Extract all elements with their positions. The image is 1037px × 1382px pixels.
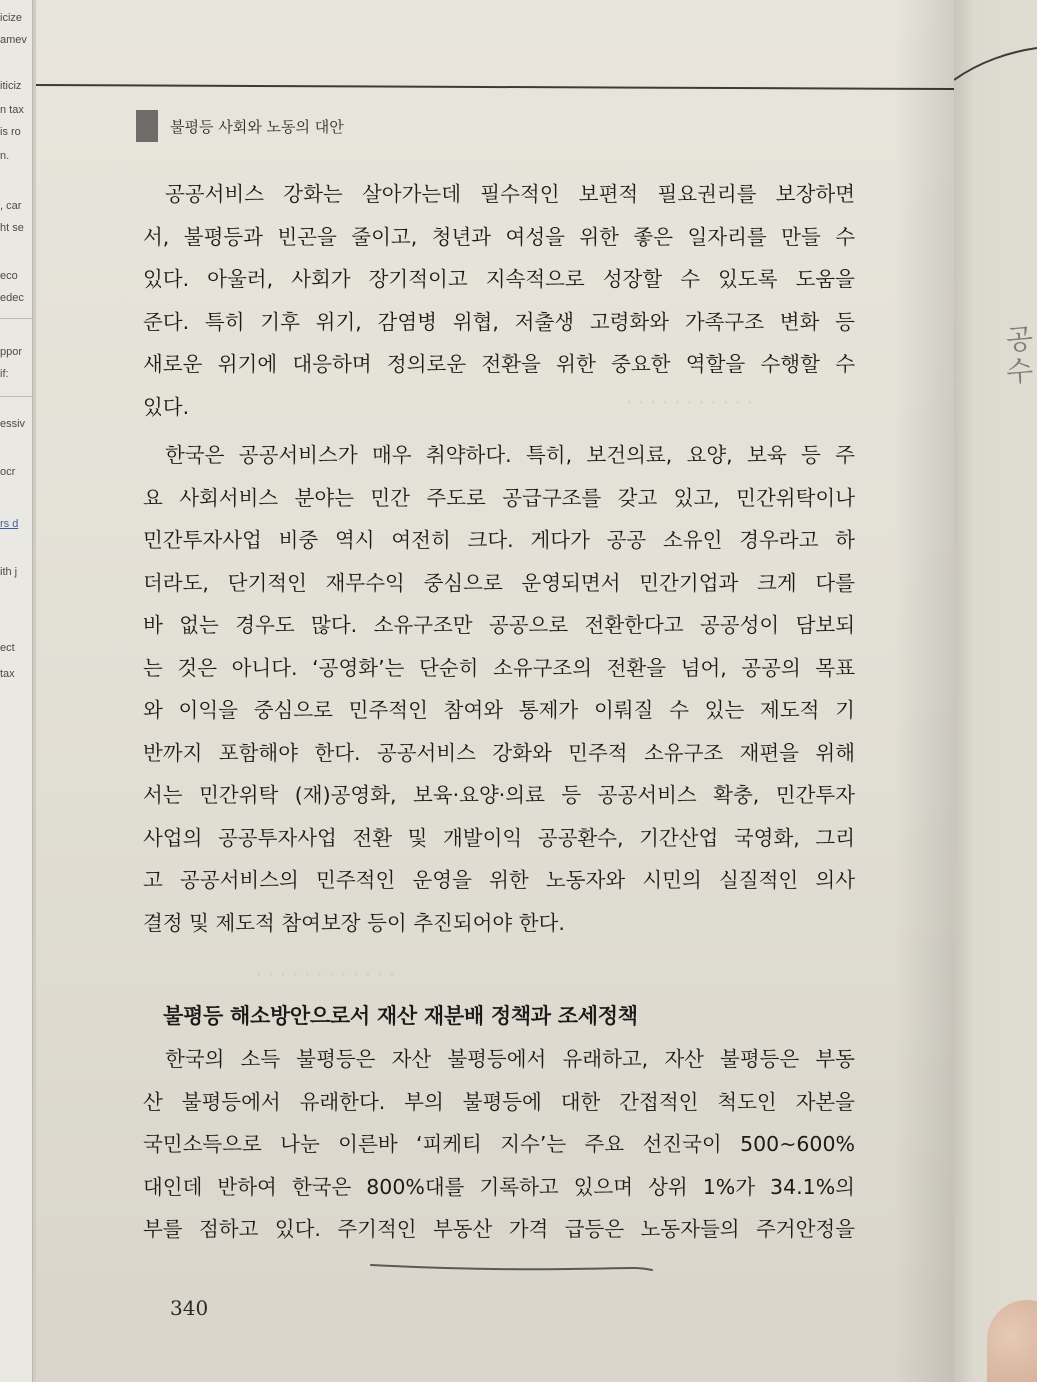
text-line: 요 사회서비스 분야는 민간 주도로 공급구조를 갖고 있고, 민간위탁이나: [143, 485, 855, 510]
adjacent-text-fragment: if:: [0, 368, 9, 380]
adjacent-text-fragment: tax: [0, 668, 15, 680]
adjacent-text-fragment: ect: [0, 642, 15, 654]
text-line: 한국의 소득 불평등은 자산 불평등에서 유래하고, 자산 불평등은 부동: [165, 1047, 855, 1071]
text-line: 산 불평등에서 유래한다. 부의 불평등에 대한 간접적인 척도인 자본을: [143, 1089, 855, 1114]
adjacent-text-fragment: ht se: [0, 222, 24, 234]
adjacent-divider: [0, 396, 32, 397]
bleed-through-mark: · · · · · · · · · · ·: [626, 392, 753, 414]
page-gutter-shadow: [894, 0, 954, 1382]
text-line: 새로운 위기에 대응하며 정의로운 전환을 위한 중요한 역할을 수행할 수: [143, 352, 855, 376]
paragraph-3: [143, 1038, 855, 1251]
pencil-underline: [369, 1262, 654, 1272]
adjacent-text-fragment: ppor: [0, 346, 23, 358]
facing-page: [954, 0, 1037, 1382]
text-line: 서는 민간위탁 (재)공영화, 보육·요양·의료 등 공공서비스 확충, 민간투자: [143, 783, 855, 807]
text-line: 국민소득으로 나눈 이른바 ‘피케티 지수’는 주요 선진국이 500~600%: [143, 1132, 855, 1156]
facing-page-curve: [954, 40, 1037, 100]
text-line: 민간투자사업 비중 역시 여전히 크다. 게다가 공공 소유인 경우라고 하: [143, 528, 855, 552]
adjacent-text-fragment: icize: [0, 12, 23, 24]
text-line: 반까지 포함해야 한다. 공공서비스 강화와 민주적 소유구조 재편을 위해: [143, 740, 855, 765]
adjacent-text-fragment: ith j: [0, 566, 18, 578]
handwritten-note: 수: [1004, 354, 1033, 389]
adjacent-text-fragment: iticiz: [0, 80, 22, 92]
adjacent-document-edge: [0, 0, 33, 1382]
text-line: 공공서비스 강화는 살아가는데 필수적인 보편적 필요권리를 보장하면: [165, 182, 855, 206]
text-line: 서, 불평등과 빈곤을 줄이고, 청년과 여성을 위한 좋은 일자리를 만들 수: [143, 224, 855, 249]
adjacent-text-fragment: essiv: [0, 418, 26, 430]
bleed-through-mark: · · · · · · · · · · · ·: [256, 964, 395, 986]
chapter-marker-icon: [136, 110, 158, 142]
running-head: 불평등 사회와 노동의 대안: [170, 118, 344, 136]
text-line: 바 없는 경우도 많다. 소유구조만 공공으로 전환한다고 공공성이 담보되: [143, 613, 855, 637]
adjacent-link-fragment: rs d: [0, 518, 19, 530]
text-line: 와 이익을 중심으로 민주적인 참여와 통제가 이뤄질 수 있는 제도적 기: [143, 698, 855, 722]
text-line: 있다. 아울러, 사회가 장기적이고 지속적으로 성장할 수 있도록 도움을: [143, 267, 855, 291]
adjacent-text-fragment: edec: [0, 292, 24, 304]
adjacent-text-fragment: is ro: [0, 126, 21, 138]
thumb: [987, 1300, 1037, 1382]
text-line: 부를 점하고 있다. 주기적인 부동산 가격 급등은 노동자들의 주거안정을: [143, 1217, 855, 1241]
adjacent-text-fragment: ocr: [0, 466, 16, 478]
header-rule: [36, 84, 954, 90]
text-line: 결정 및 제도적 참여보장 등이 추진되어야 한다.: [143, 910, 565, 935]
adjacent-text-fragment: eco: [0, 270, 18, 282]
adjacent-text-fragment: n.: [0, 150, 10, 162]
section-heading: 불평등 해소방안으로서 재산 재분배 정책과 조세정책: [163, 1004, 638, 1028]
handwritten-note: 공: [1004, 322, 1033, 357]
page-number: 340: [170, 1296, 209, 1320]
text-line: 있다.: [143, 394, 190, 419]
adjacent-text-fragment: amev: [0, 34, 27, 46]
adjacent-divider: [0, 318, 32, 319]
book-page: [36, 0, 954, 1382]
adjacent-text-fragment: , car: [0, 200, 22, 212]
text-line: 대인데 반하여 한국은 800%대를 기록하고 있으며 상위 1%가 34.1%의: [143, 1174, 855, 1199]
text-line: 한국은 공공서비스가 매우 취약하다. 특히, 보건의료, 요양, 보육 등 주: [165, 443, 855, 467]
text-line: 사업의 공공투자사업 전환 및 개발이익 공공환수, 기간산업 국영화, 그리: [143, 825, 855, 850]
text-line: 준다. 특히 기후 위기, 감염병 위협, 저출생 고령화와 가족구조 변화 등: [143, 309, 855, 334]
adjacent-text-fragment: n tax: [0, 104, 24, 116]
text-line: 는 것은 아니다. ‘공영화’는 단순히 소유구조의 전환을 넘어, 공공의 목표: [143, 655, 855, 680]
text-line: 고 공공서비스의 민주적인 운영을 위한 노동자와 시민의 실질적인 의사: [143, 868, 855, 892]
paragraph-1: [143, 173, 855, 944]
text-line: 더라도, 단기적인 재무수익 중심으로 운영되면서 민간기업과 크게 다를: [143, 570, 855, 595]
